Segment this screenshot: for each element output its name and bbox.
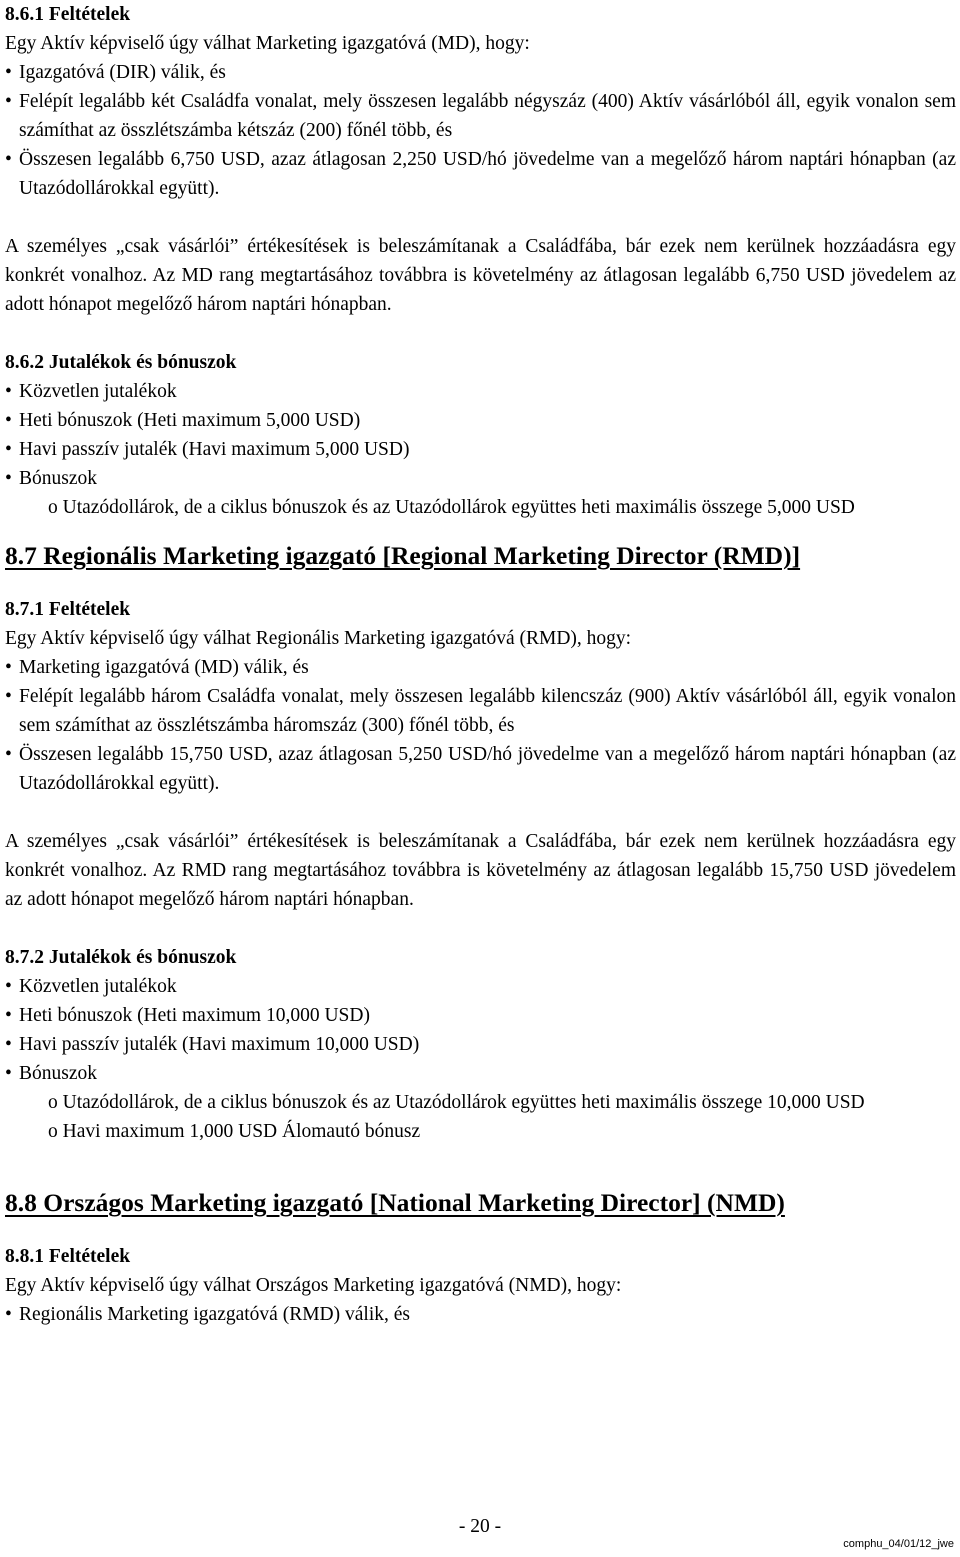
section-heading-8-6-2: 8.6.2 Jutalékok és bónuszok — [5, 352, 237, 373]
document-page — [5, 0, 956, 1329]
bullet-item: • Marketing igazgatóvá (MD) válik, és — [5, 653, 956, 682]
body-paragraph: A személyes „csak vásárlói” értékesítések is beleszámítanak a Családfába, bár ezek nem kerülnek hozzáadásra egy konkrét vonalhoz. Az MD rang megtartásához továbbra is követelmény az átlagosan legalább 6,750 USD jövedelem az adott hónapot megelőző három naptári hónapban. — [5, 236, 956, 315]
section-heading-8-7: 8.7 Regionális Marketing igazgató [Regional Marketing Director (RMD)] — [5, 541, 801, 570]
sub-bullet-item: o Utazódollárok, de a ciklus bónuszok és az Utazódollárok együttes heti maximális összege 5,000 USD — [48, 497, 855, 518]
section-heading-8-7-2: 8.7.2 Jutalékok és bónuszok — [5, 947, 237, 968]
page-number: - 20 - — [458, 1516, 502, 1537]
section-intro: Egy Aktív képviselő úgy válhat Marketing igazgatóvá (MD), hogy: — [5, 33, 530, 54]
bullet-item: • Heti bónuszok (Heti maximum 5,000 USD) — [5, 406, 956, 435]
section-heading-8-6-1: 8.6.1 Feltételek — [5, 4, 131, 25]
sub-bullet-item: o Utazódollárok, de a ciklus bónuszok és az Utazódollárok együttes heti maximális összege 10,000 USD — [48, 1092, 865, 1113]
bullet-item: • Havi passzív jutalék (Havi maximum 5,000 USD) — [5, 435, 956, 464]
bullet-item: • Heti bónuszok (Heti maximum 10,000 USD) — [5, 1001, 956, 1030]
bullet-item: • Felépít legalább három Családfa vonalat, mely összesen legalább kilencszáz (900) Aktív vásárlóból áll, egyik vonalon sem számíthat az összlétszámba háromszáz (300) főnél több, és — [5, 682, 956, 740]
body-paragraph: A személyes „csak vásárlói” értékesítések is beleszámítanak a Családfába, bár ezek nem kerülnek hozzáadásra egy konkrét vonalhoz. Az RMD rang megtartásához továbbra is követelmény az átlagosan legalább 15,750 USD jövedelem az adott hónapot megelőző három naptári hónapban. — [5, 831, 956, 910]
bullet-icon: • — [5, 149, 12, 170]
bullet-item: • Összesen legalább 15,750 USD, azaz átlagosan 5,250 USD/hó jövedelme van a megelőző három naptári hónapban (az Utazódollárokkal együtt). — [5, 740, 956, 798]
section-heading-8-8: 8.8 Országos Marketing igazgató [National Marketing Director] (NMD) — [5, 1188, 785, 1217]
bullet-item: • Havi passzív jutalék (Havi maximum 10,000 USD) — [5, 1030, 956, 1059]
bullet-item: • Bónuszok — [5, 1059, 956, 1088]
bullet-item: • Bónuszok — [5, 464, 956, 493]
bullet-item: • Igazgatóvá (DIR) válik, és — [5, 58, 956, 87]
document-code: comphu_04/01/12_jwe — [843, 1538, 954, 1550]
bullet-item: • Összesen legalább 6,750 USD, azaz átlagosan 2,250 USD/hó jövedelme van a megelőző három naptári hónapban (az Utazódollárokkal együtt). — [5, 145, 956, 203]
bullet-item: • Felépít legalább két Családfa vonalat, mely összesen legalább négyszáz (400) Aktív vásárlóból áll, egyik vonalon sem számíthat az összlétszámba kétszáz (200) főnél több, és — [5, 87, 956, 145]
section-intro: Egy Aktív képviselő úgy válhat Országos Marketing igazgatóvá (NMD), hogy: — [5, 1275, 622, 1296]
section-intro: Egy Aktív képviselő úgy válhat Regionális Marketing igazgatóvá (RMD), hogy: — [5, 628, 632, 649]
bullet-item: • Közvetlen jutalékok — [5, 377, 956, 406]
bullet-item: • Regionális Marketing igazgatóvá (RMD) válik, és — [5, 1300, 956, 1329]
section-heading-8-7-1: 8.7.1 Feltételek — [5, 599, 131, 620]
bullet-icon: • — [5, 686, 12, 707]
section-heading-8-8-1: 8.8.1 Feltételek — [5, 1246, 131, 1267]
bullet-item: • Közvetlen jutalékok — [5, 972, 956, 1001]
sub-bullet-item: o Havi maximum 1,000 USD Álomautó bónusz — [48, 1121, 421, 1142]
bullet-icon: • — [5, 91, 12, 112]
bullet-icon: • — [5, 744, 12, 765]
